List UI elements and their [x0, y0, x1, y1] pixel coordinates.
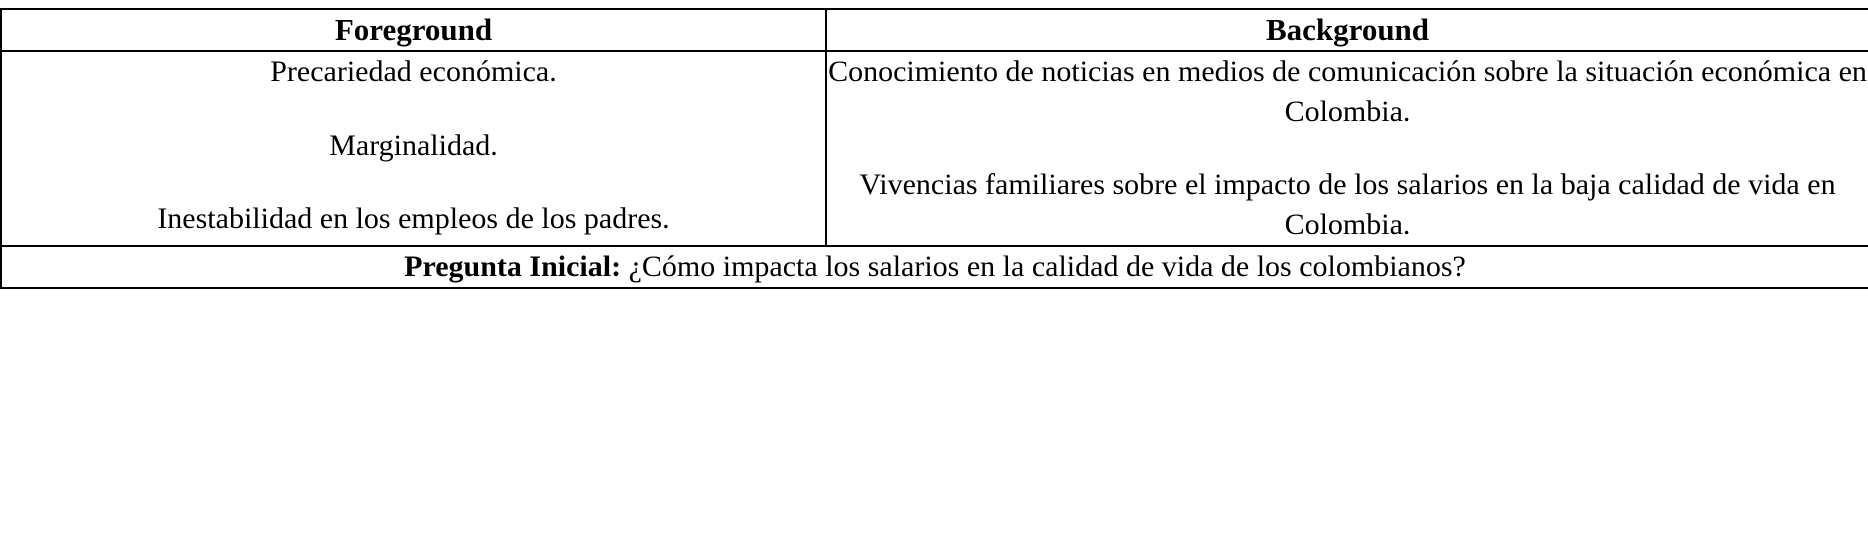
background-item-1: Conocimiento de noticias en medios de comunicación sobre la situación económica en Colombia. — [828, 54, 1867, 128]
column-header-background: Background — [826, 9, 1868, 51]
background-cell — [826, 51, 1868, 247]
table-row — [1, 51, 1868, 247]
foreground-cell — [1, 51, 826, 247]
foreground-background-table — [0, 8, 1868, 289]
column-header-foreground: Foreground — [1, 9, 826, 51]
table-header-row — [1, 9, 1868, 51]
foreground-item-3: Inestabilidad en los empleos de los padres. — [157, 202, 670, 236]
foreground-item-2: Marginalidad. — [329, 128, 498, 162]
foreground-item-1: Precariedad económica. — [270, 54, 557, 88]
table-footer-row — [1, 246, 1868, 288]
table-container — [0, 8, 1868, 289]
initial-question-label: Pregunta Inicial: — [404, 250, 629, 284]
background-item-2: Vivencias familiares sobre el impacto de los salarios en la baja calidad de vida en Colombia. — [859, 168, 1836, 242]
initial-question-text: ¿Cómo impacta los salarios en la calidad de vida de los colombianos? — [628, 250, 1466, 284]
initial-question-cell — [1, 246, 1868, 288]
